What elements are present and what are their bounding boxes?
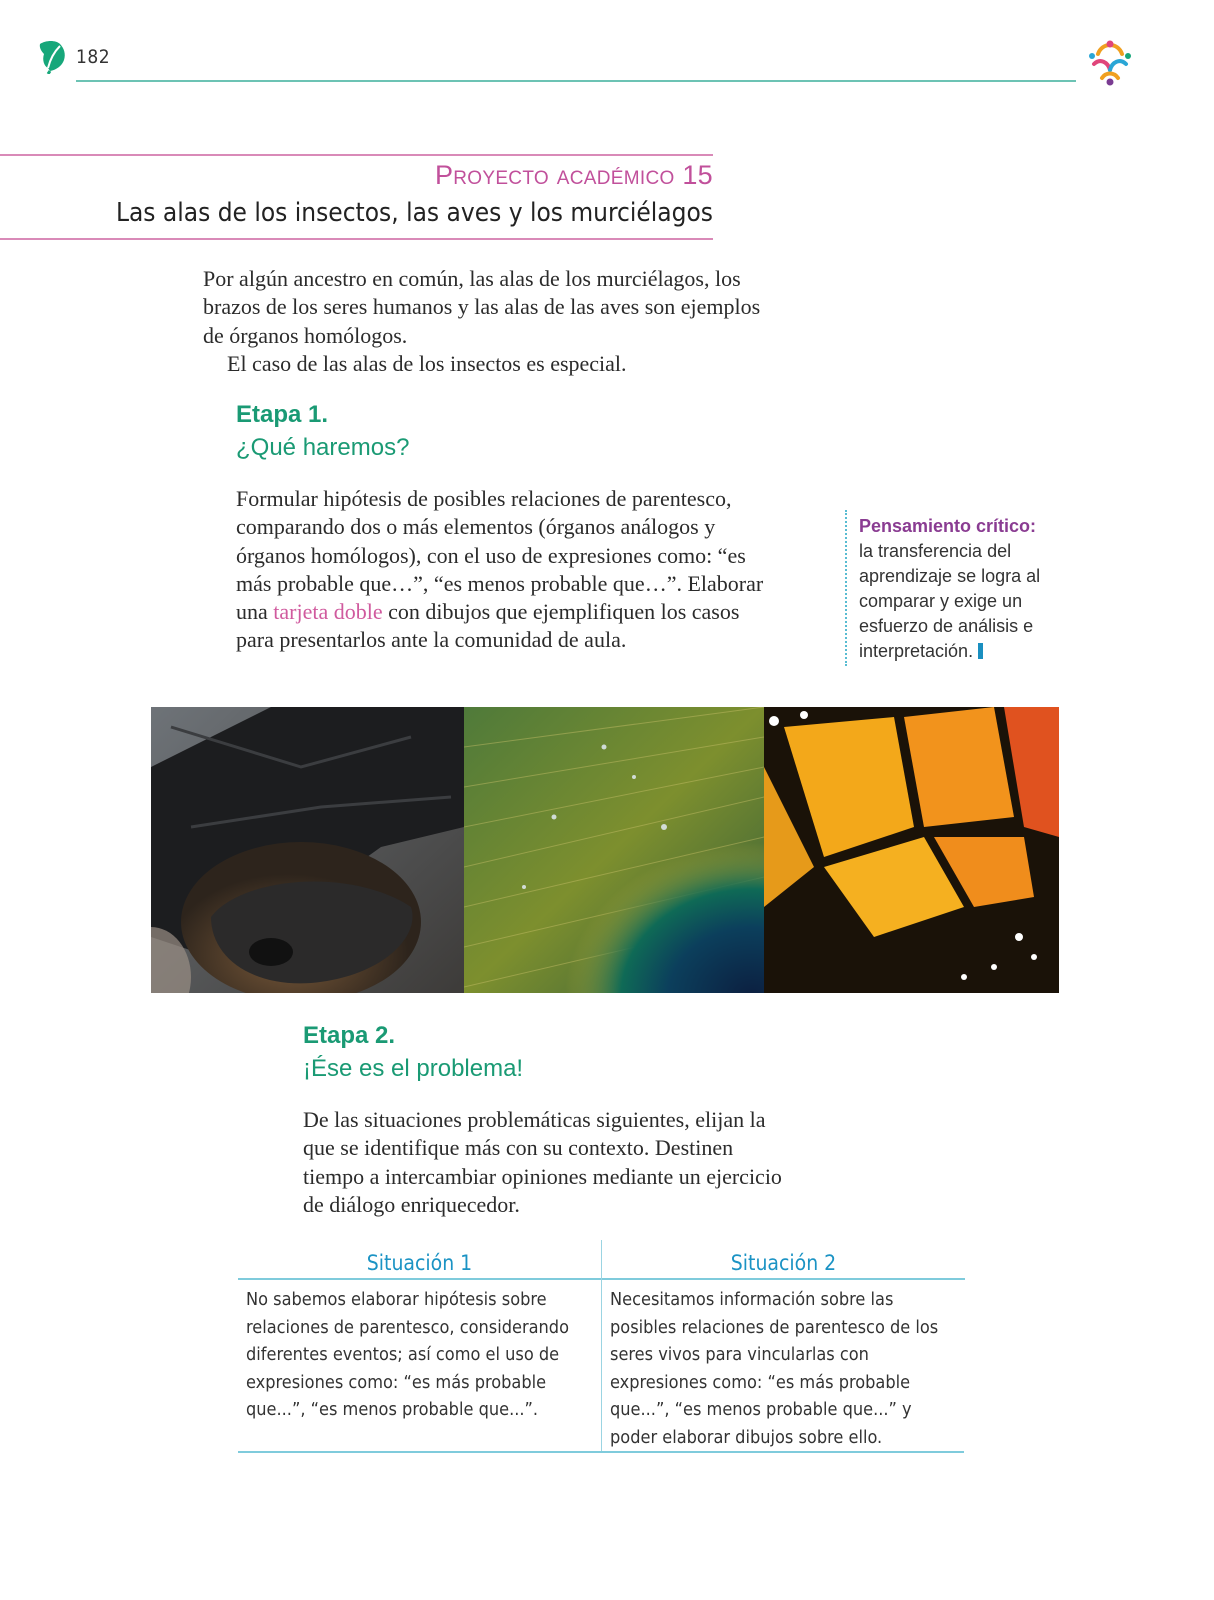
etapa1-text: Formular hipótesis de posibles relaciones de parentesco, comparando dos o más elementos (órganos análogos y órganos homólogos), con el uso de expresiones como: “es más probable que…”, “es menos probable que…”. Elaborar una tarjeta doble con dibujos que ejemplifiquen los casos para presentarlos ante la comunidad de aula.	[236, 486, 764, 653]
etapa2-label: Etapa 2.	[303, 1022, 396, 1049]
header-rule	[76, 80, 1076, 82]
etapa1-question: ¿Qué haremos?	[236, 434, 410, 461]
side-note-text: la transferencia del aprendizaje se logra al comparar y exige un esfuerzo de análisis e interpretación.	[859, 541, 1041, 661]
side-note-heading: Pensamiento crítico:	[859, 516, 1037, 536]
photo-strip	[151, 707, 1059, 993]
situations-table	[238, 1240, 964, 1452]
etapa2-text: De las situaciones problemáticas siguientes, elijan la que se identifique más con su contexto. Destinen tiempo a intercambiar opiniones mediante un ejercicio de diálogo enriquecedor.	[303, 1107, 782, 1217]
etapa1-label: Etapa 1.	[236, 401, 329, 428]
situations-bottom-rule	[238, 1451, 964, 1453]
side-note	[859, 514, 1084, 664]
bat-photo	[151, 707, 464, 993]
project-title: Las alas de los insectos, las aves y los murciélagos	[115, 198, 713, 228]
leaf-icon	[36, 38, 68, 74]
intro-paragraph-2: El caso de las alas de los insectos es especial.	[227, 350, 627, 376]
intro-text	[203, 265, 763, 378]
etapa2-question: ¡Ése es el problema!	[303, 1055, 524, 1082]
title-rule-top	[0, 154, 713, 156]
end-mark-icon	[978, 643, 983, 659]
situation-1-title: Situación 1	[238, 1240, 601, 1280]
title-rule-bottom	[0, 238, 713, 240]
situation-2-title: Situación 2	[602, 1240, 965, 1280]
community-logo-icon	[1084, 34, 1136, 86]
situation-1-column	[238, 1240, 601, 1452]
butterfly-wing-photo	[764, 707, 1059, 993]
peacock-feather-photo	[464, 707, 764, 993]
intro-paragraph-1: Por algún ancestro en común, las alas de los murciélagos, los brazos de los seres humanos y las alas de las aves son ejemplos de órganos homólogos.	[203, 266, 761, 348]
situation-1-text: No sabemos elaborar hipótesis sobre relaciones de parentesco, considerando diferentes eventos; así como el uso de expresiones como: “es más probable que...”, “es menos probable que...”.	[246, 1289, 569, 1420]
page-number: 182	[76, 46, 111, 68]
side-note-rule	[845, 510, 847, 666]
tarjeta-doble-link[interactable]: tarjeta doble	[273, 599, 383, 625]
project-kicker: Proyecto académico 15	[434, 160, 713, 190]
situation-2-text: Necesitamos información sobre las posibles relaciones de parentesco de los seres vivos para vincularlas con expresiones como: “es más probable que...”, “es menos probable que...” y poder elaborar dibujos sobre ello.	[610, 1289, 939, 1448]
situation-2-column	[601, 1240, 965, 1452]
